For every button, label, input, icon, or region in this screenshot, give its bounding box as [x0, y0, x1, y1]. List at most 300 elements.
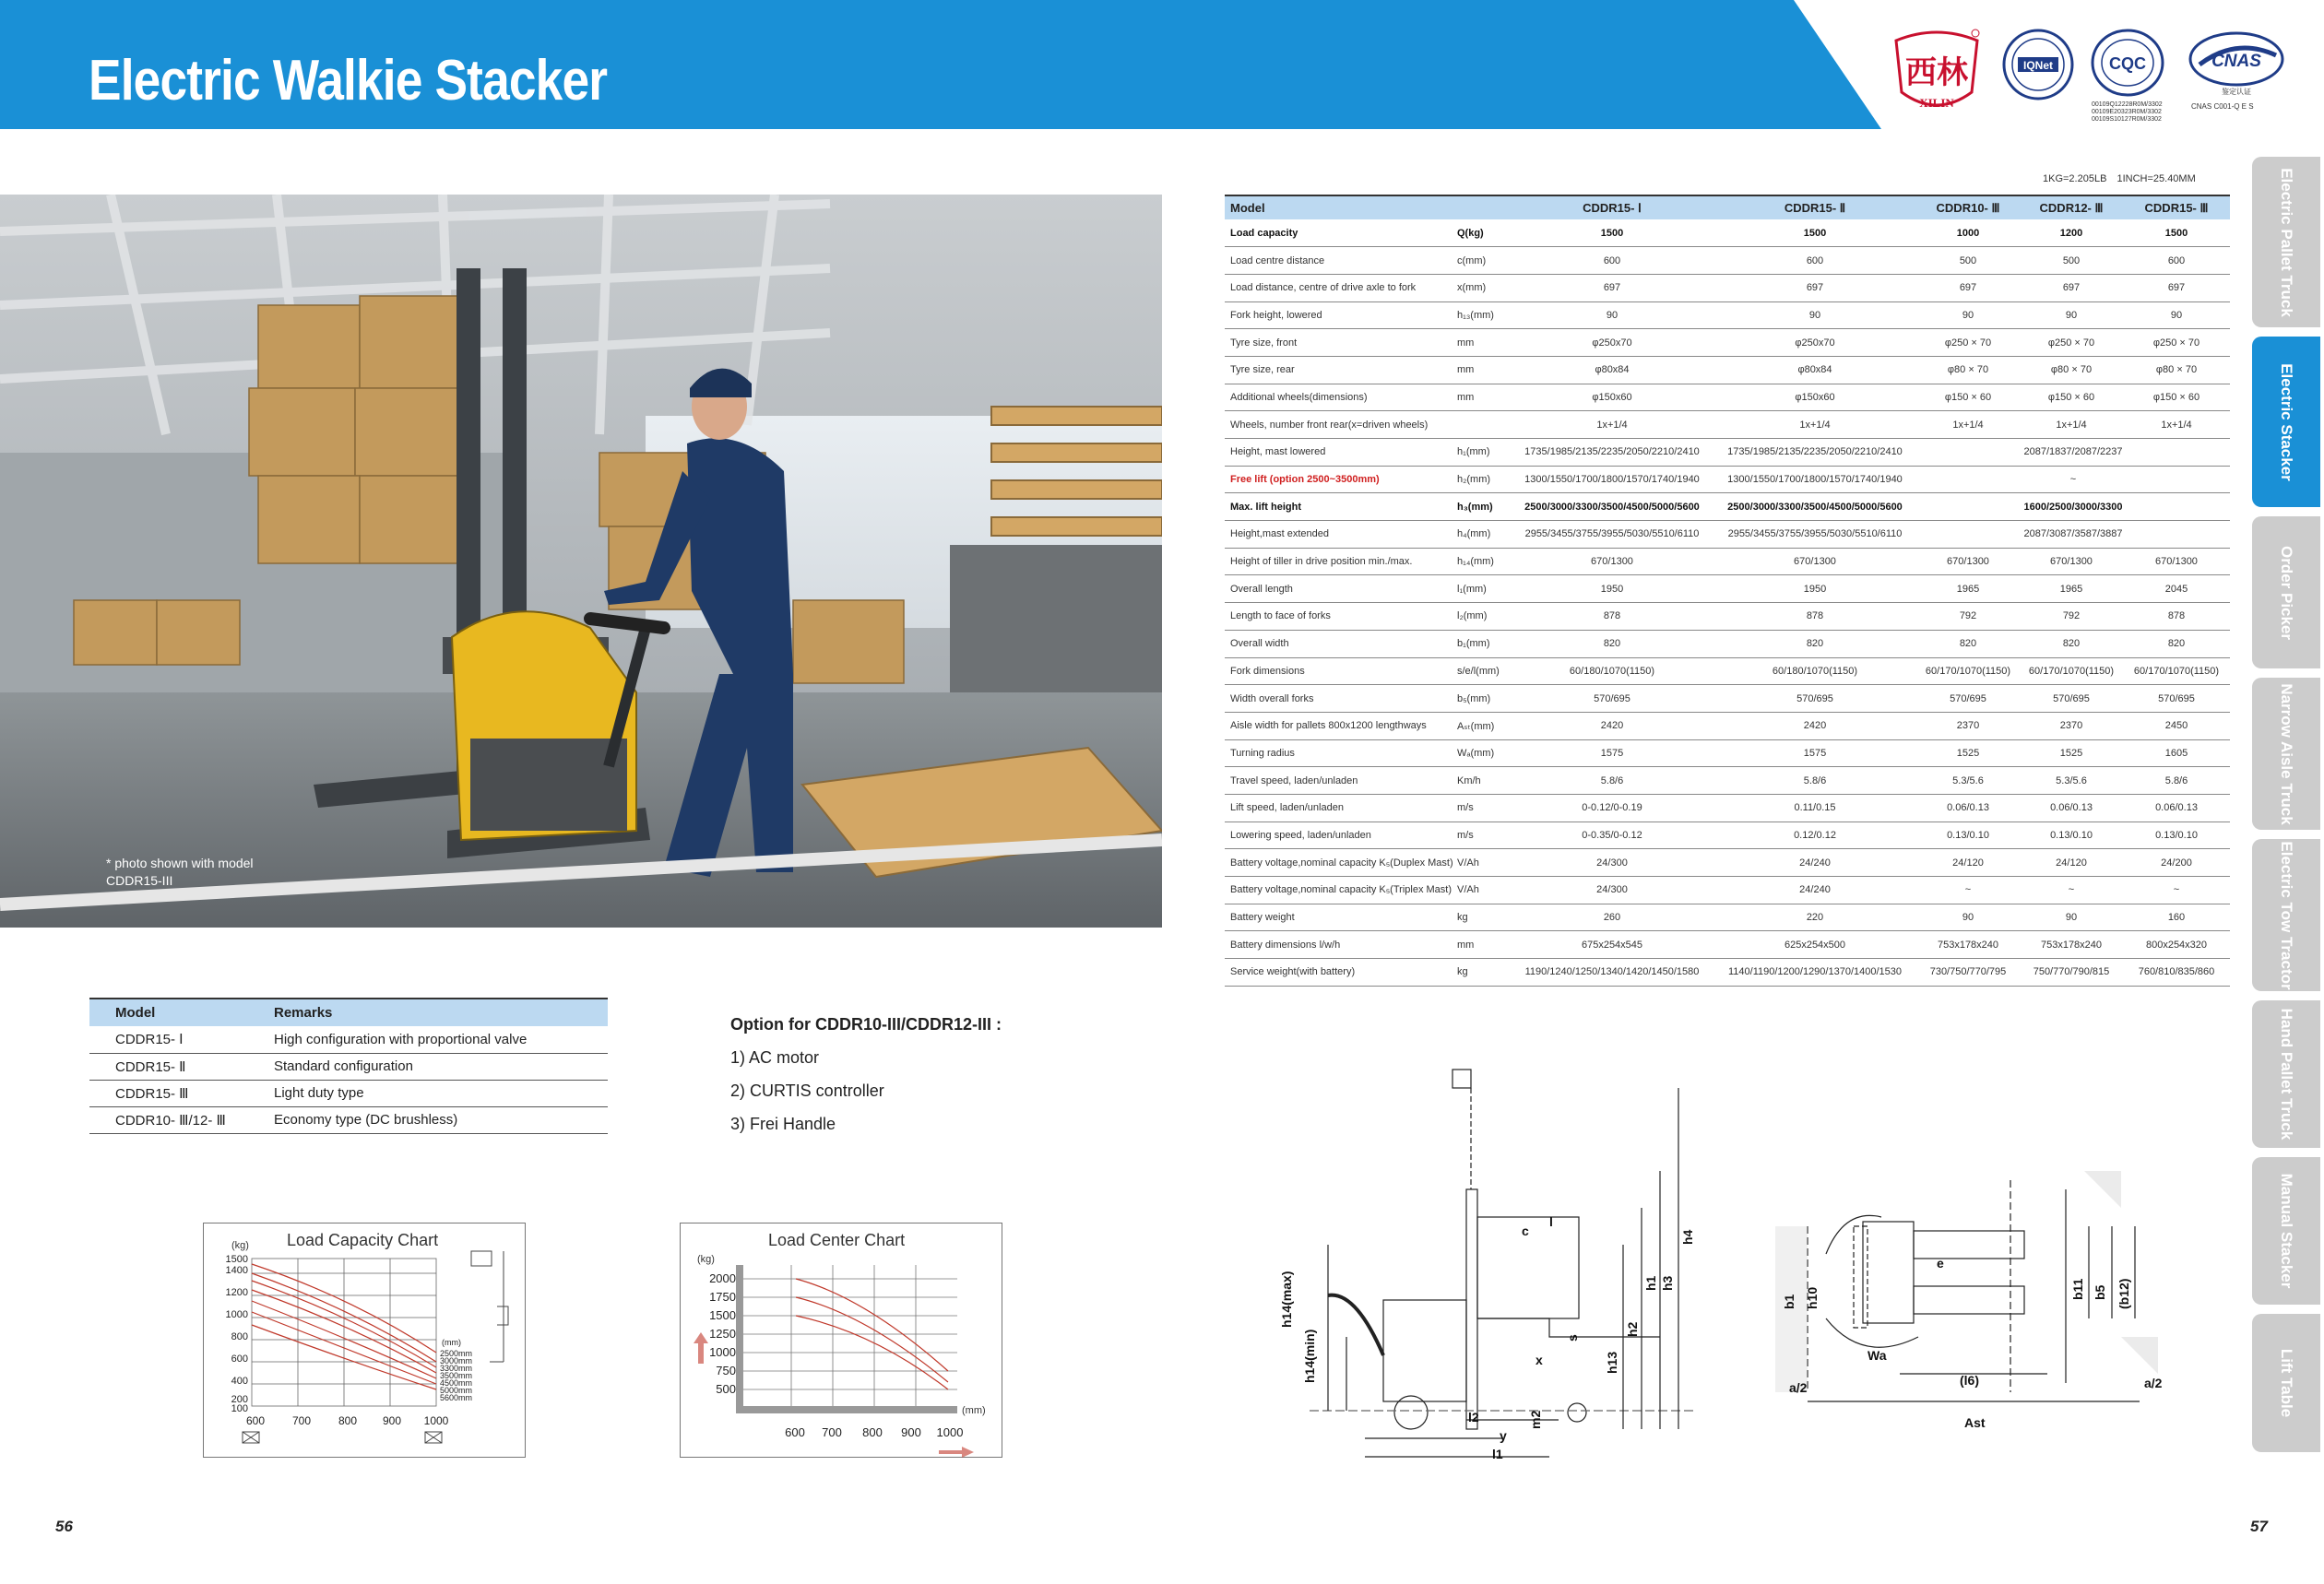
load-capacity-chart [203, 1223, 526, 1458]
spec-value: 1300/1550/1700/1800/1570/1740/1940 [1511, 466, 1713, 493]
side-tab-electric-tow-tractor[interactable] [2252, 839, 2320, 991]
x-tick: 1000 [936, 1425, 964, 1439]
spec-value: 90 [1713, 301, 1916, 329]
cnas-certification-icon [2186, 28, 2287, 101]
spec-value: 60/170/1070(1150) [1916, 657, 2020, 685]
svg-text:CQC: CQC [2109, 54, 2146, 73]
spec-unit: m/s [1455, 822, 1511, 849]
y-tick: 2000 [709, 1271, 736, 1285]
spec-value: 1200 [2020, 219, 2123, 247]
y-tick: 1200 [225, 1287, 248, 1298]
side-tab-electric-stacker[interactable] [2252, 337, 2320, 507]
spec-unit: h₄(mm) [1455, 521, 1511, 549]
chart-title: Load Capacity Chart [287, 1231, 439, 1249]
spec-parameter: Height, mast lowered [1225, 439, 1455, 467]
dim-label: b5 [2093, 1284, 2107, 1300]
spec-value: 1x+1/4 [1916, 411, 2020, 439]
options-list [730, 1008, 1002, 1141]
dim-label: a/2 [1789, 1380, 1808, 1395]
load-center-chart-svg [681, 1223, 1003, 1459]
spec-parameter: Load centre distance [1225, 247, 1455, 275]
photo-note: * photo shown with model CDDR15-III [106, 856, 254, 888]
spec-value: 1500 [2123, 219, 2230, 247]
y-tick: 1500 [225, 1254, 248, 1265]
spec-value: 60/170/1070(1150) [2020, 657, 2123, 685]
svg-text:鉴定认证: 鉴定认证 [2222, 88, 2251, 96]
dim-label: Ast [1964, 1415, 1986, 1430]
cert-codes: 00109Q12228R0M/3302 00109E20323R0M/3302 00109S10127R0M/3302 [2092, 101, 2163, 123]
forklift-icon [471, 1251, 508, 1362]
table-row [1225, 356, 2230, 384]
x-unit: (mm) [442, 1338, 461, 1347]
spec-value: 1950 [1713, 575, 1916, 603]
dim-label: h10 [1805, 1286, 1820, 1309]
spec-parameter: Lift speed, laden/unladen [1225, 794, 1455, 822]
dim-label: c [1522, 1223, 1529, 1238]
spec-value: φ250 × 70 [2123, 329, 2230, 357]
spec-value: 2955/3455/3755/3955/5030/5510/6110 [1713, 521, 1916, 549]
spec-parameter: Width overall forks [1225, 685, 1455, 713]
spec-parameter: Tyre size, rear [1225, 356, 1455, 384]
dim-label: x [1536, 1353, 1543, 1367]
spec-value: ~ [2123, 877, 2230, 904]
side-tab-label: Order Picker [2278, 545, 2295, 640]
table-row [89, 1053, 608, 1080]
side-tab-label: Electric Pallet Truck [2278, 167, 2295, 317]
table-row [1225, 657, 2230, 685]
spec-parameter: Service weight(with battery) [1225, 959, 1455, 987]
model-remarks-table [89, 998, 608, 1134]
spec-value: 90 [2123, 301, 2230, 329]
spec-value: 878 [2123, 603, 2230, 631]
dim-label: Wa [1868, 1348, 1887, 1363]
side-view-drawing [1273, 1060, 1706, 1475]
spec-value: 600 [1511, 247, 1713, 275]
remarks-model: CDDR15- Ⅱ [89, 1053, 274, 1080]
remarks-model: CDDR10- Ⅲ/12- Ⅲ [89, 1106, 274, 1133]
side-tab-order-picker[interactable] [2252, 516, 2320, 668]
spec-value: 5.8/6 [1511, 767, 1713, 795]
spec-value: 0.06/0.13 [2123, 794, 2230, 822]
dim-label: l [1549, 1214, 1553, 1229]
spec-value: 1575 [1713, 739, 1916, 767]
legend-item: 4500mm [440, 1378, 473, 1388]
spec-value: 600 [1713, 247, 1916, 275]
y-unit: (kg) [231, 1240, 249, 1251]
y-tick: 200 [231, 1394, 248, 1405]
dim-label: h14(max) [1279, 1271, 1294, 1328]
spec-value: 2500/3000/3300/3500/4500/5000/5600 [1713, 493, 1916, 521]
spec-unit: Q(kg) [1455, 219, 1511, 247]
spec-unit: h₁₄(mm) [1455, 548, 1511, 575]
spec-header-cddr15-3: CDDR15- Ⅲ [2123, 195, 2230, 219]
spec-value: 697 [1916, 274, 2020, 301]
side-tab-label: Narrow Aisle Truck [2278, 682, 2295, 825]
x-tick: 600 [245, 1414, 266, 1427]
x-tick: 700 [822, 1425, 842, 1439]
spec-value: 1x+1/4 [1511, 411, 1713, 439]
spec-value: 570/695 [1916, 685, 2020, 713]
spec-parameter: Tyre size, front [1225, 329, 1455, 357]
spec-value: 5.3/5.6 [2020, 767, 2123, 795]
spec-value: 500 [2020, 247, 2123, 275]
spec-value: 0.06/0.13 [2020, 794, 2123, 822]
spec-value: ~ [2020, 877, 2123, 904]
spec-unit: c(mm) [1455, 247, 1511, 275]
product-photo [0, 195, 1162, 928]
spec-value: 570/695 [2020, 685, 2123, 713]
dim-label: b11 [2070, 1278, 2085, 1300]
side-tab-manual-stacker[interactable] [2252, 1157, 2320, 1305]
dim-label: b1 [1782, 1294, 1796, 1309]
spec-header-cddr12-3: CDDR12- Ⅲ [2020, 195, 2123, 219]
remarks-text: Standard configuration [274, 1053, 608, 1080]
spec-value: 730/750/770/795 [1916, 959, 2020, 987]
spec-unit: mm [1455, 329, 1511, 357]
spec-value: 600 [2123, 247, 2230, 275]
spec-value: 90 [1916, 301, 2020, 329]
spec-value: 697 [1713, 274, 1916, 301]
table-row [1225, 739, 2230, 767]
spec-unit: s/e/l(mm) [1455, 657, 1511, 685]
spec-parameter: Fork height, lowered [1225, 301, 1455, 329]
spec-value: 820 [2020, 630, 2123, 657]
y-tick: 1000 [709, 1345, 736, 1359]
spec-value: 1190/1240/1250/1340/1420/1450/1580 [1511, 959, 1713, 987]
spec-value: 820 [1713, 630, 1916, 657]
spec-value: 670/1300 [2123, 548, 2230, 575]
spec-value: 670/1300 [2020, 548, 2123, 575]
side-tab-label: Hand Pallet Truck [2278, 1008, 2295, 1141]
option-item: 1) AC motor [730, 1048, 820, 1067]
table-row [1225, 685, 2230, 713]
table-row [1225, 603, 2230, 631]
spec-value: φ150 × 60 [2123, 384, 2230, 411]
spec-value: 820 [1511, 630, 1713, 657]
spec-value: 60/180/1070(1150) [1511, 657, 1713, 685]
dim-label: l1 [1492, 1447, 1503, 1461]
spec-unit: h₁₃(mm) [1455, 301, 1511, 329]
spec-unit: Km/h [1455, 767, 1511, 795]
spec-value: φ80 × 70 [1916, 356, 2020, 384]
spec-value: 697 [2020, 274, 2123, 301]
certification-logos [1891, 28, 2296, 123]
x-tick: 800 [862, 1425, 883, 1439]
spec-value: 24/240 [1713, 849, 1916, 877]
dim-label: m2 [1528, 1410, 1543, 1429]
spec-value: 24/200 [2123, 849, 2230, 877]
spec-value: 675x254x545 [1511, 931, 1713, 959]
spec-value: 1x+1/4 [2123, 411, 2230, 439]
spec-value: φ80x84 [1511, 356, 1713, 384]
spec-value: 1x+1/4 [2020, 411, 2123, 439]
spec-value: 90 [1916, 904, 2020, 931]
dim-label: h14(min) [1302, 1329, 1317, 1383]
spec-value: 90 [2020, 301, 2123, 329]
spec-unit: V/Ah [1455, 849, 1511, 877]
spec-parameter: Length to face of forks [1225, 603, 1455, 631]
page-number-right: 57 [2250, 1518, 2268, 1535]
side-tab-electric-pallet-truck[interactable] [2252, 157, 2320, 327]
spec-unit: mm [1455, 356, 1511, 384]
remarks-model: CDDR15- Ⅲ [89, 1080, 274, 1106]
remarks-model: CDDR15- Ⅰ [89, 1026, 274, 1053]
table-row [1225, 959, 2230, 987]
side-tab-lift-table[interactable] [2252, 1314, 2320, 1452]
cnas-caption: CNAS C001-Q E S [2191, 102, 2254, 111]
table-row [89, 1026, 608, 1053]
spec-value: 570/695 [1713, 685, 1916, 713]
remarks-header-model: Model [89, 999, 274, 1026]
spec-value: 500 [1916, 247, 2020, 275]
spec-unit: b₁(mm) [1455, 630, 1511, 657]
option-item: 2) CURTIS controller [730, 1082, 884, 1100]
spec-unit: Wₐ(mm) [1455, 739, 1511, 767]
spec-value: 2450 [2123, 712, 2230, 739]
y-tick: 400 [231, 1376, 248, 1387]
spec-value: 1140/1190/1200/1290/1370/1400/1530 [1713, 959, 1916, 987]
spec-value: 5.3/5.6 [1916, 767, 2020, 795]
table-row [1225, 439, 2230, 467]
spec-unit [1455, 411, 1511, 439]
table-row [1225, 548, 2230, 575]
spec-value: 670/1300 [1713, 548, 1916, 575]
spec-parameter: Aisle width for pallets 800x1200 lengthways [1225, 712, 1455, 739]
spec-value: 697 [2123, 274, 2230, 301]
spec-header-model: Model [1225, 195, 1455, 219]
spec-value: 24/120 [2020, 849, 2123, 877]
chart-title: Load Center Chart [768, 1231, 906, 1249]
spec-value: 2500/3000/3300/3500/4500/5000/5600 [1511, 493, 1713, 521]
x-tick: 700 [291, 1414, 312, 1427]
spec-value: 753x178x240 [1916, 931, 2020, 959]
y-unit: (kg) [697, 1254, 715, 1265]
dim-label: l2 [1468, 1410, 1479, 1424]
spec-parameter: Overall width [1225, 630, 1455, 657]
spec-value: 878 [1511, 603, 1713, 631]
xilin-logo [1891, 28, 1983, 120]
legend-item: 3500mm [440, 1371, 473, 1380]
spec-unit: V/Ah [1455, 877, 1511, 904]
spec-value: 24/300 [1511, 849, 1713, 877]
page-number-left: 56 [55, 1518, 73, 1535]
spec-value: 1525 [2020, 739, 2123, 767]
cqc-certification-icon [2089, 28, 2167, 101]
load-capacity-chart-svg [204, 1223, 527, 1459]
legend-item: 3300mm [440, 1364, 473, 1373]
spec-value: 1735/1985/2135/2235/2050/2210/2410 [1511, 439, 1713, 467]
y-tick: 1750 [709, 1290, 736, 1304]
spec-unit: l₁(mm) [1455, 575, 1511, 603]
side-tab-narrow-aisle-truck[interactable] [2252, 678, 2320, 830]
spec-unit: h₂(mm) [1455, 466, 1511, 493]
spec-value: 220 [1713, 904, 1916, 931]
dim-label: h3 [1660, 1275, 1675, 1291]
dim-label: (b12) [2116, 1278, 2131, 1309]
table-row [1225, 219, 2230, 247]
page-title: Electric Walkie Stacker [89, 49, 608, 112]
spec-header-cddr15-1: CDDR15- Ⅰ [1511, 195, 1713, 219]
side-tab-hand-pallet-truck[interactable] [2252, 1000, 2320, 1148]
x-unit: (mm) [962, 1405, 986, 1416]
spec-value: φ80 × 70 [2020, 356, 2123, 384]
category-side-tabs [2252, 157, 2324, 1503]
spec-value: 5.8/6 [2123, 767, 2230, 795]
table-row [1225, 411, 2230, 439]
dim-label: h2 [1625, 1321, 1640, 1337]
spec-value: 24/120 [1916, 849, 2020, 877]
legend-item: 2500mm [440, 1349, 473, 1358]
spec-value: 820 [2123, 630, 2230, 657]
table-row [1225, 822, 2230, 849]
spec-header-unit [1455, 195, 1511, 219]
spec-value: 1735/1985/2135/2235/2050/2210/2410 [1713, 439, 1916, 467]
spec-parameter: Travel speed, laden/unladen [1225, 767, 1455, 795]
spec-value: φ80 × 70 [2123, 356, 2230, 384]
dim-label: (l6) [1960, 1373, 1979, 1388]
table-row [1225, 329, 2230, 357]
units-note: 1KG=2.205LB 1INCH=25.40MM [2043, 173, 2196, 184]
spec-value: 1605 [2123, 739, 2230, 767]
table-row [1225, 301, 2230, 329]
spec-parameter: Height,mast extended [1225, 521, 1455, 549]
remarks-header-remarks: Remarks [274, 999, 608, 1026]
spec-value: φ150x60 [1713, 384, 1916, 411]
spec-value: 753x178x240 [2020, 931, 2123, 959]
warehouse-scene-illustration [0, 195, 1162, 928]
spec-value: 750/770/790/815 [2020, 959, 2123, 987]
spec-unit: Aₛₜ(mm) [1455, 712, 1511, 739]
legend-item: 3000mm [440, 1356, 473, 1365]
spec-value: 697 [1511, 274, 1713, 301]
spec-unit: x(mm) [1455, 274, 1511, 301]
spec-value: 792 [1916, 603, 2020, 631]
legend-item: 5600mm [440, 1393, 473, 1402]
spec-parameter: Height of tiller in drive position min./max. [1225, 548, 1455, 575]
side-tab-label: Electric Tow Tractor [2278, 840, 2295, 990]
spec-parameter: Load distance, centre of drive axle to fork [1225, 274, 1455, 301]
spec-parameter: Battery voltage,nominal capacity K₅(Triplex Mast) [1225, 877, 1455, 904]
spec-value: 1575 [1511, 739, 1713, 767]
spec-unit: l₂(mm) [1455, 603, 1511, 631]
table-row [1225, 466, 2230, 493]
spec-value: 1600/2500/3000/3300 [1916, 493, 2230, 521]
table-row [1225, 712, 2230, 739]
side-tab-label: Manual Stacker [2278, 1173, 2295, 1289]
brand-name: XILIN [1919, 96, 1954, 110]
spec-body [1225, 219, 2230, 986]
spec-value: 760/810/835/860 [2123, 959, 2230, 987]
spec-value: 1965 [1916, 575, 2020, 603]
y-tick: 600 [231, 1353, 248, 1365]
spec-unit: b₅(mm) [1455, 685, 1511, 713]
spec-value: ~ [1916, 466, 2230, 493]
spec-value: 0.12/0.12 [1713, 822, 1916, 849]
spec-value: 1000 [1916, 219, 2020, 247]
spec-unit: kg [1455, 959, 1511, 987]
spec-parameter: Load capacity [1225, 219, 1455, 247]
option-item: 3) Frei Handle [730, 1115, 836, 1133]
spec-value: 24/240 [1713, 877, 1916, 904]
specification-table [1225, 195, 2230, 987]
dim-label: h13 [1605, 1351, 1619, 1374]
spec-value: 2370 [2020, 712, 2123, 739]
spec-value: 1950 [1511, 575, 1713, 603]
x-tick: 800 [338, 1414, 358, 1427]
dim-label: h1 [1643, 1275, 1658, 1291]
table-row [1225, 904, 2230, 931]
spec-value: 1300/1550/1700/1800/1570/1740/1940 [1713, 466, 1916, 493]
spec-value: 1965 [2020, 575, 2123, 603]
spec-value: 1525 [1916, 739, 2020, 767]
x-tick: 1000 [423, 1414, 449, 1427]
spec-value: φ250 × 70 [1916, 329, 2020, 357]
x-tick: 900 [901, 1425, 921, 1439]
spec-value: 625x254x500 [1713, 931, 1916, 959]
spec-header-cddr15-2: CDDR15- Ⅱ [1713, 195, 1916, 219]
spec-value: φ80x84 [1713, 356, 1916, 384]
spec-value: 670/1300 [1916, 548, 2020, 575]
svg-text:CNAS: CNAS [2211, 52, 2261, 71]
table-row [1225, 767, 2230, 795]
spec-parameter: Wheels, number front rear(x=driven wheels) [1225, 411, 1455, 439]
x-tick: 600 [785, 1425, 805, 1439]
spec-unit: h₃(mm) [1455, 493, 1511, 521]
spec-parameter: Battery weight [1225, 904, 1455, 931]
options-title: Option for CDDR10-III/CDDR12-III : [730, 1015, 1002, 1034]
spec-value: 90 [2020, 904, 2123, 931]
table-row [89, 1080, 608, 1106]
brand-chinese: 西林 [1905, 55, 1968, 90]
load-center-chart [680, 1223, 1002, 1458]
spec-value: 60/180/1070(1150) [1713, 657, 1916, 685]
spec-value: 2045 [2123, 575, 2230, 603]
table-row [1225, 493, 2230, 521]
spec-unit: m/s [1455, 794, 1511, 822]
y-tick: 1250 [709, 1327, 736, 1341]
spec-value: 2370 [1916, 712, 2020, 739]
side-tab-label: Lift Table [2278, 1348, 2295, 1418]
spec-value: φ150x60 [1511, 384, 1713, 411]
spec-value: 0.13/0.10 [2020, 822, 2123, 849]
spec-value: φ250x70 [1713, 329, 1916, 357]
spec-value: φ150 × 60 [2020, 384, 2123, 411]
table-row [1225, 274, 2230, 301]
spec-value: 0-0.12/0-0.19 [1511, 794, 1713, 822]
table-row [1225, 247, 2230, 275]
spec-unit: mm [1455, 931, 1511, 959]
spec-value: 2955/3455/3755/3955/5030/5510/6110 [1511, 521, 1713, 549]
table-row [1225, 575, 2230, 603]
spec-value: 0.13/0.10 [1916, 822, 2020, 849]
spec-unit: kg [1455, 904, 1511, 931]
spec-unit: h₁(mm) [1455, 439, 1511, 467]
spec-parameter: Additional wheels(dimensions) [1225, 384, 1455, 411]
spec-value: 670/1300 [1511, 548, 1713, 575]
table-row [1225, 877, 2230, 904]
table-row [1225, 630, 2230, 657]
table-row [1225, 384, 2230, 411]
y-tick: 1500 [709, 1308, 736, 1322]
remarks-text: Light duty type [274, 1080, 608, 1106]
header-band [0, 0, 2324, 132]
y-tick: 1400 [225, 1265, 248, 1276]
spec-value: ~ [1916, 877, 2020, 904]
y-tick: 500 [716, 1382, 736, 1396]
spec-value: 2087/1837/2087/2237 [1916, 439, 2230, 467]
svg-text:IQNet: IQNet [2022, 59, 2054, 72]
spec-parameter: Turning radius [1225, 739, 1455, 767]
